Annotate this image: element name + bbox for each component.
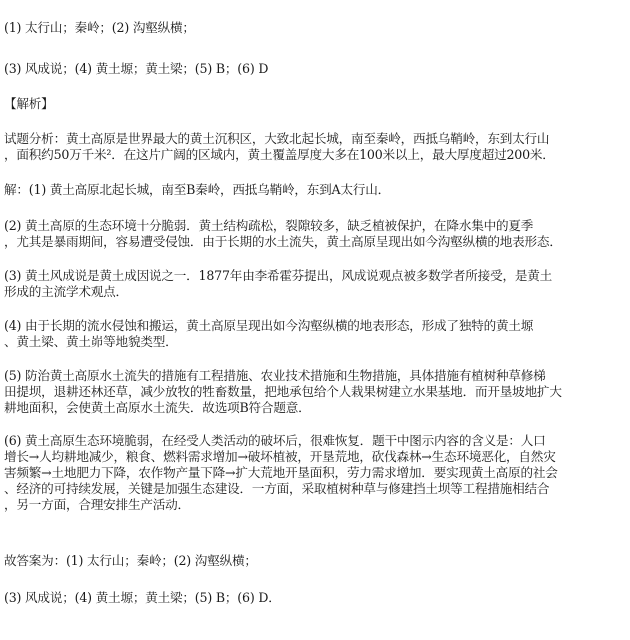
intro-line-1: 试题分析：黄土高原是世界最大的黄土沉积区，大致北起长城，南至秦岭，西抵乌鞘岭，东到太行山 bbox=[4, 131, 550, 146]
solution-3-paragraph bbox=[4, 268, 628, 300]
answer-line-2: (3) 风成说；(4) 黄土塬；黄土梁；(5) B；(6) D bbox=[4, 61, 269, 76]
solution-4-paragraph bbox=[4, 318, 628, 350]
solution-2-paragraph bbox=[4, 218, 628, 250]
solution-6-line-3: 害频繁→土地肥力下降，农作物产量下降→扩大荒地开垦面积，劳力需求增加．要实现黄土高原的社会 bbox=[4, 465, 558, 480]
solution-1: 解：(1) 黄土高原北起长城，南至B秦岭，西抵乌鞘岭，东到A太行山． bbox=[4, 182, 391, 197]
solution-2-line-2: ，尤其是暴雨期间，容易遭受侵蚀．由于长期的水土流失，黄土高原呈现出如今沟壑纵横的地表形态． bbox=[4, 234, 562, 249]
intro-paragraph bbox=[4, 131, 628, 163]
solution-6-line-5: ，另一方面，合理安排生产活动． bbox=[4, 497, 190, 512]
solution-6-line-1: (6) 黄土高原生态环境脆弱，在经受人类活动的破坏后，很难恢复．题干中图示内容的含义是：人口 bbox=[4, 433, 546, 448]
final-answer-line-1: 故答案为：(1) 太行山；秦岭；(2) 沟壑纵横； bbox=[4, 553, 257, 568]
solution-5-line-1: (5) 防治黄土高原水土流失的措施有工程措施、农业技术措施和生物措施，具体措施有植树种草修梯 bbox=[4, 368, 546, 383]
solution-6-paragraph bbox=[4, 433, 628, 513]
answer-line-1: (1) 太行山；秦岭；(2) 沟壑纵横； bbox=[4, 20, 195, 35]
solution-6-line-4: 、经济的可持续发展，关键是加强生态建设．一方面，采取植树种草与修建挡土坝等工程措施相结合 bbox=[4, 481, 550, 496]
intro-line-2: ，面积约50万千米²．在这片广阔的区域内，黄土覆盖厚度大多在100米以上，最大厚度超过200米． bbox=[4, 147, 555, 162]
solution-5-line-2: 田提坝，退耕还林还草，减少放牧的牲畜数量，把地承包给个人栽果树建立水果基地．而开垦坡地扩大 bbox=[4, 384, 562, 399]
solution-5-paragraph bbox=[4, 368, 628, 416]
solution-6-line-2: 增长→人均耕地减少，粮食、燃料需求增加→破坏植被，开垦荒地，砍伐森林→生态环境恶化，自然灾 bbox=[4, 449, 556, 464]
final-answer-line-2: (3) 风成说；(4) 黄土塬；黄土梁；(5) B；(6) D． bbox=[4, 590, 281, 605]
solution-3-line-1: (3) 黄土风成说是黄土成因说之一．1877年由李希霍芬提出，风成说观点被多数学者所接受，是黄土 bbox=[4, 268, 553, 283]
solution-3-line-2: 形成的主流学术观点． bbox=[4, 284, 128, 299]
analysis-heading: 【解析】 bbox=[4, 96, 54, 111]
solution-4-line-1: (4) 由于长期的流水侵蚀和搬运，黄土高原呈现出如今沟壑纵横的地表形态，形成了独特的黄土塬 bbox=[4, 318, 534, 333]
solution-2-line-1: (2) 黄土高原的生态环境十分脆弱．黄土结构疏松，裂隙较多，缺乏植被保护，在降水集中的夏季 bbox=[4, 218, 534, 233]
solution-4-line-2: 、黄土梁、黄土峁等地貌类型． bbox=[4, 334, 178, 349]
solution-5-line-3: 耕地面积，会使黄土高原水土流失．故选项B符合题意． bbox=[4, 400, 311, 415]
